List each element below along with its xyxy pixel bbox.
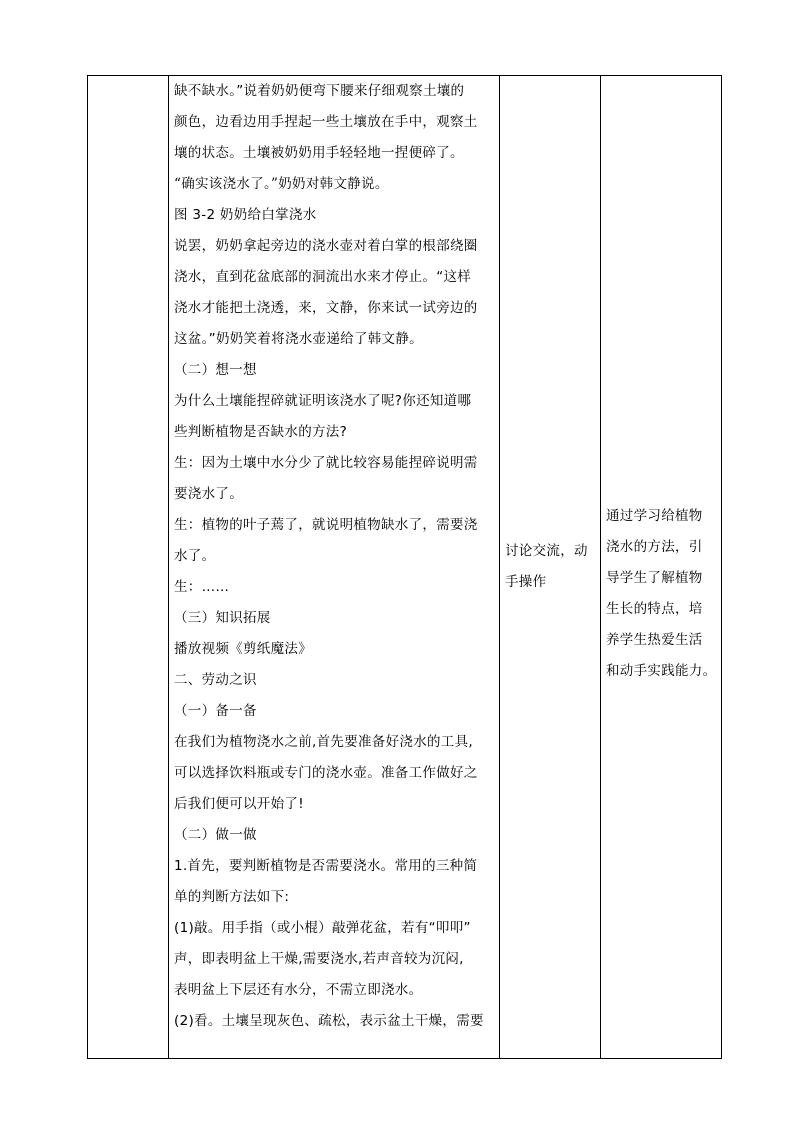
section-heading: 二、劳动之识 [174,672,257,688]
content-line: 生：植物的叶子蔫了，就说明植物缺水了，需要浇 [174,517,478,533]
content-line: 这盆。”奶奶笑着将浇水壶递给了韩文静。 [174,331,423,347]
figure-caption: 图 3-2 奶奶给白掌浇水 [174,207,317,223]
student-activity-cell [500,76,601,1059]
design-purpose-cell [601,76,722,1059]
activity-line: 讨论交流，动 [505,543,588,559]
content-line: (1)敲。用手指（或小棍）敲弹花盆，若有“叩叩” [174,920,471,936]
content-line: 说罢，奶奶拿起旁边的浇水壶对着白掌的根部绕圈 [174,238,478,254]
section-heading: （二）想一想 [174,362,257,378]
content-line: 要浇水了。 [174,486,243,502]
content-line: 浇水，直到花盆底部的洞流出水来才停止。“这样 [174,269,472,285]
content-line: 在我们为植物浇水之前,首先要准备好浇水的工具, [174,734,473,750]
content-line: 1.首先，要判断植物是否需要浇水。常用的三种简 [174,858,478,874]
table-row [88,76,722,1059]
content-line: 颜色，边看边用手捏起一些土壤放在手中，观察土 [174,114,478,130]
content-line: 为什么土壤能捏碎就证明该浇水了呢?你还知道哪 [174,393,472,409]
content-line: 浇水才能把土浇透，来，文静，你来试一试旁边的 [174,300,478,316]
section-heading: （三）知识拓展 [174,610,271,626]
content-line: 播放视频《剪纸魔法》 [174,641,312,657]
purpose-line: 养学生热爱生活 [606,632,703,648]
content-line: 生：…… [174,579,230,595]
content-line: (2)看。土壤呈现灰色、疏松，表示盆土干燥，需要 [174,1013,484,1029]
content-line: 可以选择饮料瓶或专门的浇水壶。准备工作做好之 [174,765,478,781]
content-line: 后我们便可以开始了! [174,796,304,812]
activity-line: 手操作 [505,574,547,590]
section-heading: （二）做一做 [174,827,257,843]
content-line: 单的判断方法如下: [174,889,290,905]
content-line: 壤的状态。土壤被奶奶用手轻轻地一捏便碎了。 [174,145,464,161]
lesson-plan-table [87,75,722,1059]
content-line: 些判断植物是否缺水的方法? [174,424,348,440]
section-heading: （一）备一备 [174,703,257,719]
blank-column-cell [88,76,169,1059]
purpose-line: 浇水的方法，引 [606,539,703,555]
teaching-process-cell [169,76,500,1059]
purpose-line: 导学生了解植物 [606,570,703,586]
purpose-line: 生长的特点，培 [606,601,703,617]
content-line: “确实该浇水了。”奶奶对韩文静说。 [174,176,389,192]
content-line: 缺不缺水。”说着奶奶便弯下腰来仔细观察土壤的 [174,83,465,99]
content-line: 生：因为土壤中水分少了就比较容易能捏碎说明需 [174,455,478,471]
purpose-line: 通过学习给植物 [606,508,703,524]
content-line: 水了。 [174,548,216,564]
content-line: 声，即表明盆上干燥,需要浇水,若声音较为沉闷, [174,951,464,967]
purpose-line: 和动手实践能力。 [606,663,717,679]
content-line: 表明盆上下层还有水分，不需立即浇水。 [174,982,423,998]
